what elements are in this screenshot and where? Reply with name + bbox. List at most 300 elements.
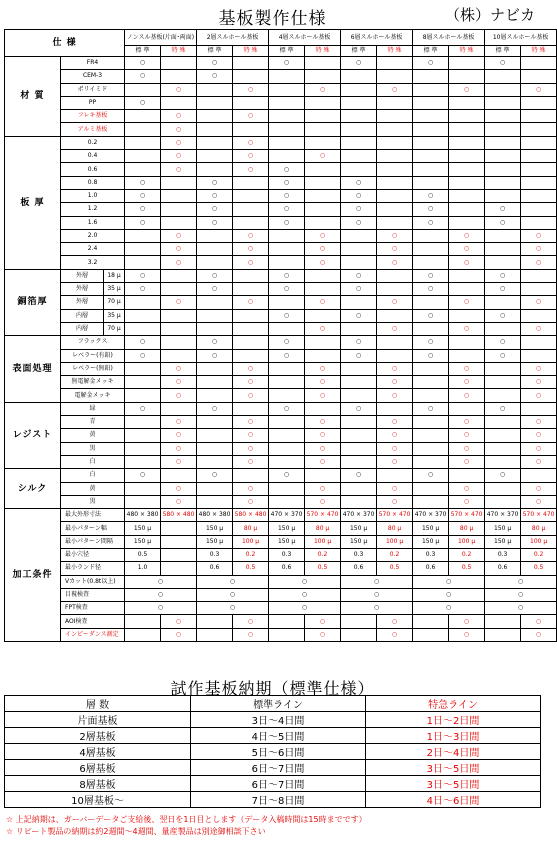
- spec-row: [5, 96, 557, 109]
- spec-cell: [413, 376, 449, 389]
- spec-cell: [413, 176, 449, 189]
- spec-item: 内層: [61, 309, 104, 322]
- spec-cell: ○: [161, 136, 197, 149]
- spec-cell: 480 × 380: [197, 509, 233, 522]
- spec-cell: ○: [485, 203, 521, 216]
- spec-cell: [125, 442, 161, 455]
- spec-cell: 0.3: [485, 548, 521, 561]
- spec-cell: [305, 402, 341, 415]
- spec-cell: ○: [269, 269, 305, 282]
- spec-cell: ○: [125, 176, 161, 189]
- spec-cell: ○: [161, 416, 197, 429]
- spec-column-header: 4層スルホール基板: [269, 30, 341, 46]
- spec-cell: ○: [377, 389, 413, 402]
- standard-label: 標 準: [341, 46, 377, 57]
- spec-cell: [341, 163, 377, 176]
- spec-cell: ○: [521, 495, 557, 508]
- spec-cell: ○: [449, 296, 485, 309]
- spec-cell: ○: [485, 602, 557, 615]
- spec-item: フラックス: [61, 336, 125, 349]
- spec-cell: ○: [521, 416, 557, 429]
- spec-cell: ○: [269, 402, 305, 415]
- spec-cell: ○: [197, 283, 233, 296]
- spec-cell: [269, 136, 305, 149]
- spec-cell: [521, 269, 557, 282]
- spec-cell: ○: [197, 189, 233, 202]
- spec-cell: [413, 615, 449, 628]
- spec-row: [5, 469, 557, 482]
- spec-cell: ○: [449, 389, 485, 402]
- spec-cell: [449, 469, 485, 482]
- spec-row: [5, 150, 557, 163]
- spec-cell: [341, 229, 377, 242]
- spec-table: [4, 29, 557, 642]
- spec-row: [5, 376, 557, 389]
- spec-cell: [125, 83, 161, 96]
- spec-cell: ○: [305, 455, 341, 468]
- spec-cell: [305, 163, 341, 176]
- delivery-row: [5, 744, 541, 760]
- spec-row: [5, 455, 557, 468]
- spec-row: [5, 588, 557, 601]
- delivery-col-standard: 標準ライン: [191, 696, 366, 712]
- spec-cell: [125, 376, 161, 389]
- note-1: ☆ 上記納期は、ガーバーデータご支給後、翌日を1日目とします（データ入稿時間は15時までです）: [6, 815, 367, 824]
- spec-cell: [233, 349, 269, 362]
- spec-cell: 0.6: [341, 562, 377, 575]
- spec-cell: [485, 389, 521, 402]
- spec-cell: ○: [377, 628, 413, 641]
- spec-cell: ○: [521, 376, 557, 389]
- spec-cell: ○: [197, 469, 233, 482]
- spec-cell: [269, 229, 305, 242]
- standard-label: 標 準: [197, 46, 233, 57]
- spec-item: 黒: [61, 442, 125, 455]
- spec-cell: ○: [161, 83, 197, 96]
- spec-cell: [413, 243, 449, 256]
- spec-row: [5, 256, 557, 269]
- spec-cell: ○: [341, 269, 377, 282]
- spec-row: [5, 269, 557, 282]
- spec-cell: ○: [485, 575, 557, 588]
- spec-cell: ○: [125, 189, 161, 202]
- spec-cell: [341, 296, 377, 309]
- spec-cell: [377, 189, 413, 202]
- spec-cell: [413, 110, 449, 123]
- spec-cell: ○: [449, 615, 485, 628]
- spec-cell: ○: [161, 229, 197, 242]
- spec-cell: ○: [341, 349, 377, 362]
- spec-cell: [233, 203, 269, 216]
- spec-cell: [521, 176, 557, 189]
- spec-cell: 0.6: [413, 562, 449, 575]
- spec-item: 黒: [61, 495, 125, 508]
- spec-header-row: [5, 30, 557, 46]
- spec-cell: [161, 96, 197, 109]
- delivery-row: [5, 728, 541, 744]
- spec-item: 最小ランド径: [61, 562, 125, 575]
- spec-cell: [233, 283, 269, 296]
- spec-cell: [197, 482, 233, 495]
- spec-cell: [449, 269, 485, 282]
- spec-cell: [161, 322, 197, 335]
- spec-cell: ○: [305, 495, 341, 508]
- spec-cell: [269, 256, 305, 269]
- spec-cell: 470 × 370: [413, 509, 449, 522]
- spec-cell: [341, 389, 377, 402]
- spec-cell: [485, 96, 521, 109]
- spec-item: 外層: [61, 283, 104, 296]
- spec-cell: ○: [377, 442, 413, 455]
- spec-cell: [341, 482, 377, 495]
- spec-cell: [125, 150, 161, 163]
- spec-item: 無電解金メッキ: [61, 376, 125, 389]
- spec-cell: [305, 349, 341, 362]
- delivery-row: [5, 776, 541, 792]
- spec-cell: ○: [269, 163, 305, 176]
- special-label: 特 殊: [305, 46, 341, 57]
- spec-cell: [377, 309, 413, 322]
- spec-cell: [449, 216, 485, 229]
- spec-cell: ○: [269, 469, 305, 482]
- delivery-layers: 10層基板～: [5, 792, 191, 808]
- spec-cell: [269, 296, 305, 309]
- spec-cell: ○: [521, 429, 557, 442]
- spec-cell: ○: [233, 163, 269, 176]
- delivery-layers: 2層基板: [5, 728, 191, 744]
- spec-cell: [305, 189, 341, 202]
- spec-cell: ○: [413, 203, 449, 216]
- spec-cell: ○: [413, 57, 449, 70]
- spec-cell: ○: [161, 256, 197, 269]
- spec-row: [5, 362, 557, 375]
- spec-cell: 150 μ: [125, 522, 161, 535]
- spec-cell: [485, 256, 521, 269]
- spec-cell: [413, 389, 449, 402]
- spec-row: [5, 562, 557, 575]
- spec-cell: 1.0: [125, 562, 161, 575]
- spec-cell: [269, 70, 305, 83]
- spec-cell: [269, 429, 305, 442]
- spec-cell: ○: [125, 575, 197, 588]
- spec-cell: 100 μ: [449, 535, 485, 548]
- spec-cell: ○: [521, 83, 557, 96]
- delivery-table: [4, 695, 541, 808]
- spec-cell: ○: [377, 482, 413, 495]
- spec-cell: [125, 429, 161, 442]
- spec-cell: [269, 362, 305, 375]
- spec-cell: 0.2: [449, 548, 485, 561]
- spec-cell: [341, 123, 377, 136]
- spec-cell: [485, 150, 521, 163]
- spec-cell: ○: [269, 216, 305, 229]
- spec-cell: ○: [449, 455, 485, 468]
- spec-row: [5, 615, 557, 628]
- delivery-standard: 4日～5日間: [191, 728, 366, 744]
- spec-cell: ○: [125, 402, 161, 415]
- spec-cell: ○: [233, 482, 269, 495]
- spec-item: 青: [61, 416, 125, 429]
- spec-cell: [197, 615, 233, 628]
- spec-cell: ○: [305, 389, 341, 402]
- spec-item: 1.6: [61, 216, 125, 229]
- spec-cell: [485, 189, 521, 202]
- spec-cell: [269, 322, 305, 335]
- spec-cell: [269, 628, 305, 641]
- spec-cell: [197, 495, 233, 508]
- spec-cell: [125, 110, 161, 123]
- spec-cell: [197, 442, 233, 455]
- spec-row: [5, 70, 557, 83]
- spec-cell: [161, 562, 197, 575]
- spec-cell: [341, 110, 377, 123]
- spec-cell: [197, 163, 233, 176]
- spec-cell: ○: [197, 602, 269, 615]
- spec-cell: [197, 243, 233, 256]
- spec-cell: [161, 57, 197, 70]
- spec-cell: ○: [377, 83, 413, 96]
- spec-cell: ○: [305, 83, 341, 96]
- spec-cell: ○: [413, 216, 449, 229]
- spec-cell: [449, 57, 485, 70]
- spec-cell: ○: [485, 402, 521, 415]
- spec-cell: [377, 402, 413, 415]
- spec-row: [5, 495, 557, 508]
- spec-row: [5, 389, 557, 402]
- spec-cell: ○: [125, 216, 161, 229]
- spec-cell: [377, 469, 413, 482]
- spec-cell: [305, 70, 341, 83]
- spec-cell: ○: [341, 588, 413, 601]
- spec-cell: [521, 189, 557, 202]
- spec-cell: [485, 362, 521, 375]
- spec-cell: [485, 429, 521, 442]
- spec-cell: ○: [521, 296, 557, 309]
- spec-cell: 580 × 480: [233, 509, 269, 522]
- spec-item: Vカット(0.8t以上): [61, 575, 125, 588]
- spec-cell: [305, 309, 341, 322]
- spec-cell: [269, 442, 305, 455]
- spec-cell: ○: [305, 362, 341, 375]
- spec-item: 外層: [61, 269, 104, 282]
- spec-cell: ○: [305, 442, 341, 455]
- spec-item-unit: 35 μ: [104, 283, 125, 296]
- spec-cell: ○: [305, 243, 341, 256]
- spec-cell: [341, 70, 377, 83]
- spec-cell: [449, 336, 485, 349]
- spec-cell: [413, 628, 449, 641]
- spec-cell: ○: [233, 296, 269, 309]
- spec-cell: [161, 402, 197, 415]
- spec-cell: ○: [233, 628, 269, 641]
- spec-cell: ○: [197, 203, 233, 216]
- spec-cell: [449, 123, 485, 136]
- spec-cell: 570 × 470: [521, 509, 557, 522]
- spec-row: [5, 216, 557, 229]
- spec-item: 2.4: [61, 243, 125, 256]
- spec-cell: ○: [197, 70, 233, 83]
- spec-cell: [413, 136, 449, 149]
- spec-cell: [269, 455, 305, 468]
- spec-cell: [305, 469, 341, 482]
- spec-cell: ○: [377, 615, 413, 628]
- spec-cell: [521, 283, 557, 296]
- spec-cell: [521, 57, 557, 70]
- spec-row: [5, 402, 557, 415]
- spec-item: 3.2: [61, 256, 125, 269]
- spec-item-unit: 35 μ: [104, 309, 125, 322]
- spec-cell: [125, 615, 161, 628]
- spec-cell: ○: [233, 429, 269, 442]
- spec-cell: [413, 495, 449, 508]
- spec-cell: [197, 150, 233, 163]
- spec-cell: ○: [233, 150, 269, 163]
- spec-cell: ○: [197, 336, 233, 349]
- spec-cell: ○: [161, 123, 197, 136]
- spec-cell: ○: [161, 163, 197, 176]
- spec-cell: [197, 362, 233, 375]
- spec-row: [5, 176, 557, 189]
- spec-cell: [233, 189, 269, 202]
- spec-row: [5, 442, 557, 455]
- spec-cell: 80 μ: [449, 522, 485, 535]
- spec-cell: [449, 150, 485, 163]
- spec-cell: [449, 309, 485, 322]
- spec-row: [5, 309, 557, 322]
- spec-category: 板 厚: [5, 136, 61, 269]
- delivery-rush: 1日～2日間: [366, 712, 541, 728]
- delivery-standard: 6日～7日間: [191, 776, 366, 792]
- spec-cell: 150 μ: [269, 522, 305, 535]
- spec-cell: ○: [485, 469, 521, 482]
- spec-cell: [341, 136, 377, 149]
- spec-cell: [233, 96, 269, 109]
- spec-item: フレキ基板: [61, 110, 125, 123]
- spec-cell: [521, 150, 557, 163]
- spec-cell: ○: [521, 229, 557, 242]
- spec-row: [5, 336, 557, 349]
- spec-cell: [449, 189, 485, 202]
- spec-cell: [521, 203, 557, 216]
- spec-cell: [161, 269, 197, 282]
- spec-cell: [449, 203, 485, 216]
- spec-cell: [449, 283, 485, 296]
- spec-cell: [269, 96, 305, 109]
- spec-cell: ○: [233, 110, 269, 123]
- spec-row: [5, 509, 557, 522]
- spec-item: 1.0: [61, 189, 125, 202]
- spec-cell: 0.5: [233, 562, 269, 575]
- spec-cell: ○: [341, 57, 377, 70]
- spec-cell: ○: [449, 229, 485, 242]
- spec-cell: ○: [485, 588, 557, 601]
- spec-item: 最小穴径: [61, 548, 125, 561]
- spec-cell: ○: [305, 322, 341, 335]
- spec-cell: ○: [413, 349, 449, 362]
- spec-cell: ○: [341, 469, 377, 482]
- spec-cell: ○: [521, 628, 557, 641]
- spec-cell: ○: [377, 495, 413, 508]
- spec-cell: ○: [341, 402, 377, 415]
- spec-cell: ○: [269, 602, 341, 615]
- spec-cell: ○: [233, 376, 269, 389]
- spec-cell: [161, 203, 197, 216]
- spec-cell: [413, 150, 449, 163]
- spec-cell: 150 μ: [485, 535, 521, 548]
- spec-category: 加工条件: [5, 509, 61, 642]
- spec-cell: [197, 429, 233, 442]
- spec-cell: 0.2: [377, 548, 413, 561]
- spec-cell: [341, 628, 377, 641]
- spec-row: [5, 575, 557, 588]
- spec-cell: [161, 336, 197, 349]
- spec-row: [5, 136, 557, 149]
- spec-cell: ○: [161, 495, 197, 508]
- spec-cell: [269, 389, 305, 402]
- spec-cell: [125, 296, 161, 309]
- spec-cell: [485, 83, 521, 96]
- spec-cell: ○: [521, 322, 557, 335]
- spec-item: PP: [61, 96, 125, 109]
- spec-cell: [485, 495, 521, 508]
- spec-cell: ○: [449, 376, 485, 389]
- spec-cell: 580 × 480: [161, 509, 197, 522]
- spec-row: [5, 628, 557, 641]
- spec-cell: ○: [521, 455, 557, 468]
- spec-cell: [485, 615, 521, 628]
- spec-cell: ○: [233, 416, 269, 429]
- spec-cell: [233, 269, 269, 282]
- spec-category: シルク: [5, 469, 61, 509]
- spec-cell: [305, 123, 341, 136]
- spec-cell: [161, 535, 197, 548]
- spec-cell: [269, 243, 305, 256]
- spec-cell: [341, 455, 377, 468]
- spec-cell: ○: [233, 362, 269, 375]
- spec-cell: ○: [269, 349, 305, 362]
- spec-cell: 150 μ: [125, 535, 161, 548]
- delivery-rush: 2日～4日間: [366, 744, 541, 760]
- spec-cell: [125, 163, 161, 176]
- delivery-col-layers: 層 数: [5, 696, 191, 712]
- spec-cell: 0.5: [305, 562, 341, 575]
- spec-cell: ○: [269, 588, 341, 601]
- spec-cell: [341, 322, 377, 335]
- spec-cell: [341, 615, 377, 628]
- spec-column-header: 8層スルホール基板: [413, 30, 485, 46]
- spec-cell: ○: [341, 309, 377, 322]
- spec-cell: [197, 296, 233, 309]
- spec-cell: [521, 70, 557, 83]
- spec-cell: [521, 110, 557, 123]
- spec-cell: 150 μ: [341, 535, 377, 548]
- spec-cell: [377, 110, 413, 123]
- spec-cell: 150 μ: [341, 522, 377, 535]
- spec-item: インピーダンス測定: [61, 628, 125, 641]
- spec-cell: ○: [125, 602, 197, 615]
- spec-cell: [233, 57, 269, 70]
- spec-row: [5, 243, 557, 256]
- spec-cell: ○: [305, 416, 341, 429]
- spec-item-unit: 70 μ: [104, 296, 125, 309]
- spec-row: [5, 296, 557, 309]
- spec-item: 電解金メッキ: [61, 389, 125, 402]
- spec-row: [5, 322, 557, 335]
- spec-cell: [413, 482, 449, 495]
- spec-cell: [377, 150, 413, 163]
- spec-cell: [125, 495, 161, 508]
- page-title: 基板製作仕様: [218, 9, 327, 29]
